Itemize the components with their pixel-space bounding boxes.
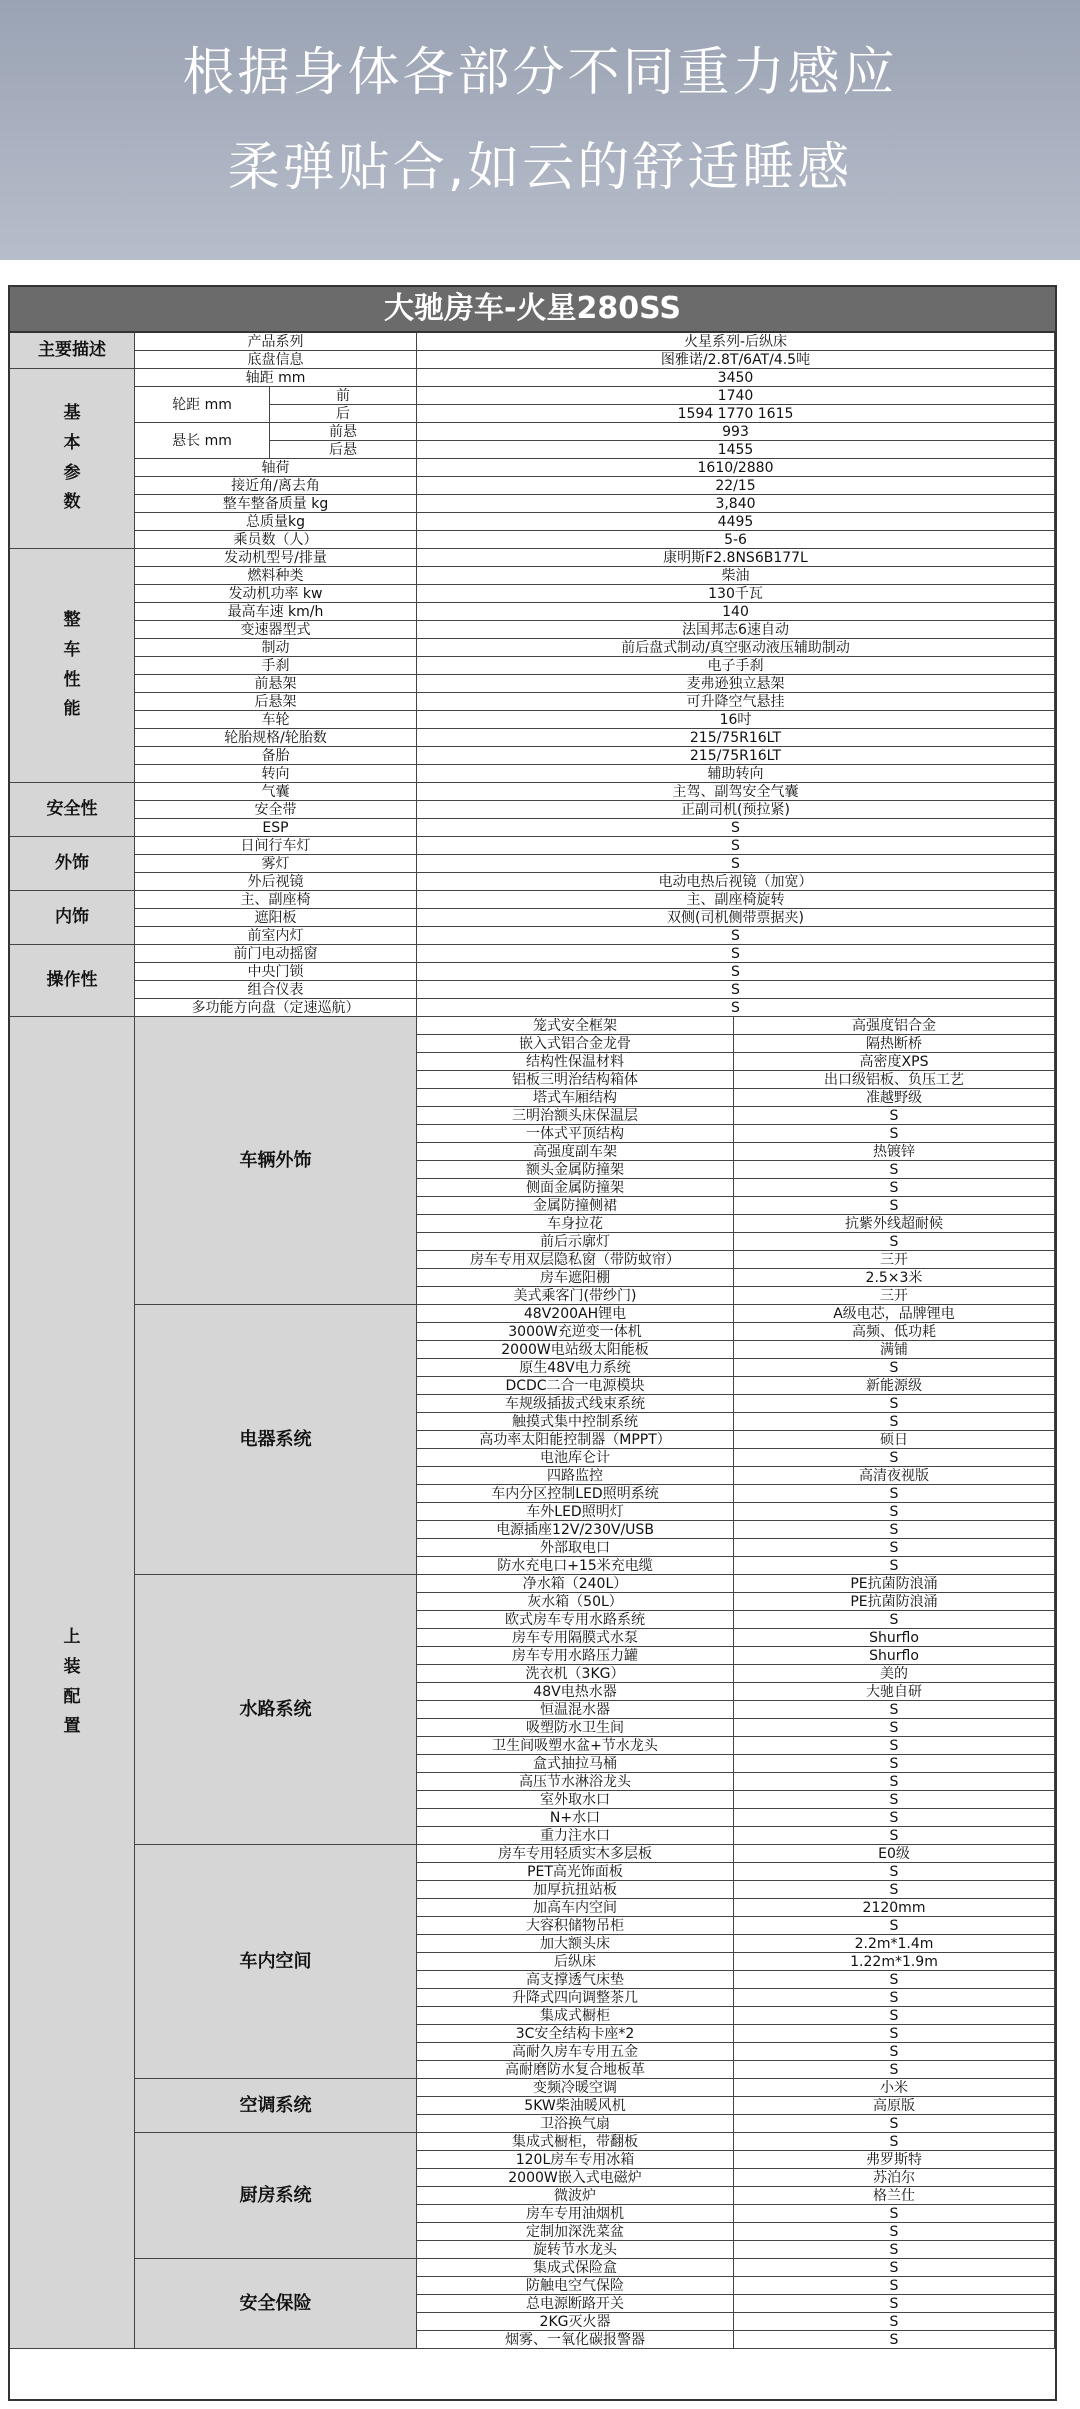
upfit-label: 集成式橱柜，带翻板 (417, 2133, 734, 2151)
spec-label: 组合仪表 (135, 981, 417, 999)
upfit-label: 塔式车厢结构 (417, 1089, 734, 1107)
spec-value: 22/15 (417, 477, 1055, 495)
upfit-value: S (734, 1503, 1055, 1521)
spec-label: 前悬 (270, 423, 417, 441)
upfit-label: PET高光饰面板 (417, 1863, 734, 1881)
upfit-label: 嵌入式铝合金龙骨 (417, 1035, 734, 1053)
spec-value: 康明斯F2.8NS6B177L (417, 549, 1055, 567)
banner-line-1: 根据身体各部分不同重力感应 (182, 43, 898, 103)
upfit-label: 卫生间吸塑水盆+节水龙头 (417, 1737, 734, 1755)
upfit-label: 大容积储物吊柜 (417, 1917, 734, 1935)
upfit-value: S (734, 1197, 1055, 1215)
upfit-label: 恒温混水器 (417, 1701, 734, 1719)
upfit-value: S (734, 1557, 1055, 1575)
spec-value: 辅助转向 (417, 765, 1055, 783)
upfit-value: 高密度XPS (734, 1053, 1055, 1071)
spec-value: S (417, 963, 1055, 981)
spec-value: 215/75R16LT (417, 747, 1055, 765)
spec-label: 车轮 (135, 711, 417, 729)
spec-label: 气囊 (135, 783, 417, 801)
upfit-value: 准越野级 (734, 1089, 1055, 1107)
spec-label: 后悬架 (135, 693, 417, 711)
upfit-label: N+水口 (417, 1809, 734, 1827)
spec-label: 变速器型式 (135, 621, 417, 639)
spec-label: 备胎 (135, 747, 417, 765)
upfit-label: 灰水箱（50L） (417, 1593, 734, 1611)
upfit-label: 电源插座12V/230V/USB (417, 1521, 734, 1539)
spec-value: 215/75R16LT (417, 729, 1055, 747)
upfit-label: 2000W嵌入式电磁炉 (417, 2169, 734, 2187)
upfit-value: Shurflo (734, 1629, 1055, 1647)
upfit-value: S (734, 1449, 1055, 1467)
spec-value: 图雅诺/2.8T/6AT/4.5吨 (417, 351, 1055, 369)
spec-label: 主、副座椅 (135, 891, 417, 909)
spec-value: 电子手刹 (417, 657, 1055, 675)
upfit-label: 美式乘客门(带纱门) (417, 1287, 734, 1305)
upfit-label: 48V电热水器 (417, 1683, 734, 1701)
upfit-value: S (734, 2313, 1055, 2331)
subgroup-name: 厨房系统 (135, 2133, 417, 2259)
upfit-value: S (734, 1107, 1055, 1125)
upfit-value: PE抗菌防浪涌 (734, 1575, 1055, 1593)
upfit-label: 电池库仑计 (417, 1449, 734, 1467)
upfit-label: 高耐久房车专用五金 (417, 2043, 734, 2061)
upfit-value: S (734, 2223, 1055, 2241)
upfit-label: 后纵床 (417, 1953, 734, 1971)
section-basic: 基 本 参 数 (10, 369, 135, 549)
table-title: 大驰房车-火星280SS (10, 287, 1055, 333)
spec-label: 最高车速 km/h (135, 603, 417, 621)
upfit-value: 1.22m*1.9m (734, 1953, 1055, 1971)
upfit-label: 车规级插拔式线束系统 (417, 1395, 734, 1413)
upfit-value: 抗紫外线超耐候 (734, 1215, 1055, 1233)
upfit-label: 微波炉 (417, 2187, 734, 2205)
spec-label: 前门电动摇窗 (135, 945, 417, 963)
upfit-label: 触摸式集中控制系统 (417, 1413, 734, 1431)
spec-value: S (417, 927, 1055, 945)
spec-value: 1594 1770 1615 (417, 405, 1055, 423)
spec-label: 雾灯 (135, 855, 417, 873)
spec-label: 前悬架 (135, 675, 417, 693)
upfit-value: E0级 (734, 1845, 1055, 1863)
upfit-label: 盒式抽拉马桶 (417, 1755, 734, 1773)
spec-value: 3450 (417, 369, 1055, 387)
upfit-value: S (734, 1971, 1055, 1989)
upfit-value: S (734, 1737, 1055, 1755)
upfit-value: 硕日 (734, 1431, 1055, 1449)
upfit-value: S (734, 1125, 1055, 1143)
spec-label: 多功能方向盘（定速巡航） (135, 999, 417, 1017)
section-vehicle: 整 车 性 能 (10, 549, 135, 783)
upfit-label: 集成式橱柜 (417, 2007, 734, 2025)
upfit-value: 格兰仕 (734, 2187, 1055, 2205)
spec-label: 手刹 (135, 657, 417, 675)
spec-label: 制动 (135, 639, 417, 657)
spec-value: 130千瓦 (417, 585, 1055, 603)
upfit-label: 三明治额头床保温层 (417, 1107, 734, 1125)
upfit-value: S (734, 2133, 1055, 2151)
upfit-value: PE抗菌防浪涌 (734, 1593, 1055, 1611)
upfit-value: S (734, 1539, 1055, 1557)
upfit-value: S (734, 1827, 1055, 1845)
upfit-label: 室外取水口 (417, 1791, 734, 1809)
upfit-label: 房车专用水路压力罐 (417, 1647, 734, 1665)
spec-value: 电动电热后视镜（加宽） (417, 873, 1055, 891)
upfit-label: 加大额头床 (417, 1935, 734, 1953)
spec-value: 火星系列-后纵床 (417, 333, 1055, 351)
upfit-label: 一体式平顶结构 (417, 1125, 734, 1143)
upfit-value: S (734, 2295, 1055, 2313)
spec-value: 1610/2880 (417, 459, 1055, 477)
upfit-label: 3C安全结构卡座*2 (417, 2025, 734, 2043)
upfit-value: S (734, 2205, 1055, 2223)
upfit-label: 5KW柴油暖风机 (417, 2097, 734, 2115)
upfit-value: S (734, 1989, 1055, 2007)
upfit-label: 净水箱（240L） (417, 1575, 734, 1593)
upfit-label: 车身拉花 (417, 1215, 734, 1233)
upfit-value: 高原版 (734, 2097, 1055, 2115)
spec-label: 接近角/离去角 (135, 477, 417, 495)
banner-line-2: 柔弹贴合,如云的舒适睡感 (227, 138, 853, 198)
upfit-value: S (734, 2025, 1055, 2043)
subgroup-name: 空调系统 (135, 2079, 417, 2133)
subgroup-name: 车辆外饰 (135, 1017, 417, 1305)
spec-value: S (417, 819, 1055, 837)
upfit-value: 三开 (734, 1251, 1055, 1269)
upfit-value: 热镀锌 (734, 1143, 1055, 1161)
spec-value: 双侧(司机侧带票据夹) (417, 909, 1055, 927)
upfit-label: DCDC二合一电源模块 (417, 1377, 734, 1395)
upfit-label: 房车专用隔膜式水泵 (417, 1629, 734, 1647)
spec-label: 转向 (135, 765, 417, 783)
spec-value: 5-6 (417, 531, 1055, 549)
upfit-value: S (734, 2061, 1055, 2079)
upfit-value: S (734, 2259, 1055, 2277)
upfit-value: S (734, 1881, 1055, 1899)
spec-label: 安全带 (135, 801, 417, 819)
spec-value: 正副司机(预拉紧) (417, 801, 1055, 819)
spec-label: 前室内灯 (135, 927, 417, 945)
upfit-label: 原生48V电力系统 (417, 1359, 734, 1377)
spec-label: 外后视镜 (135, 873, 417, 891)
upfit-label: 高压节水淋浴龙头 (417, 1773, 734, 1791)
upfit-value: S (734, 1485, 1055, 1503)
upfit-value: S (734, 2331, 1055, 2349)
upfit-label: 2KG灭火器 (417, 2313, 734, 2331)
section-operation: 操作性 (10, 945, 135, 1017)
upfit-label: 升降式四向调整茶几 (417, 1989, 734, 2007)
upfit-value: 弗罗斯特 (734, 2151, 1055, 2169)
spec-value: 主、副座椅旋转 (417, 891, 1055, 909)
upfit-value: 满铺 (734, 1341, 1055, 1359)
upfit-value: 高强度铝合金 (734, 1017, 1055, 1035)
upfit-label: 旋转节水龙头 (417, 2241, 734, 2259)
spec-value: 140 (417, 603, 1055, 621)
upfit-label: 结构性保温材料 (417, 1053, 734, 1071)
section-upfit: 上 装 配 置 (10, 1017, 135, 2349)
upfit-value: 高清夜视版 (734, 1467, 1055, 1485)
upfit-value: 隔热断桥 (734, 1035, 1055, 1053)
upfit-label: 吸塑防水卫生间 (417, 1719, 734, 1737)
group-overhang: 悬长 mm (135, 423, 270, 459)
upfit-value: S (734, 2115, 1055, 2133)
upfit-value: S (734, 1233, 1055, 1251)
spec-value: 1740 (417, 387, 1055, 405)
upfit-value: 2120mm (734, 1899, 1055, 1917)
subgroup-name: 电器系统 (135, 1305, 417, 1575)
upfit-label: 四路监控 (417, 1467, 734, 1485)
header-banner (0, 0, 1080, 260)
upfit-value: 出口级铝板、负压工艺 (734, 1071, 1055, 1089)
spec-label: 后悬 (270, 441, 417, 459)
upfit-value: S (734, 1809, 1055, 1827)
upfit-label: 前后示廓灯 (417, 1233, 734, 1251)
spec-value: 法国邦志6速自动 (417, 621, 1055, 639)
spec-value: 3,840 (417, 495, 1055, 513)
spec-label: 底盘信息 (135, 351, 417, 369)
spec-label: 中央门锁 (135, 963, 417, 981)
upfit-value: S (734, 2043, 1055, 2061)
section-interior: 内饰 (10, 891, 135, 945)
upfit-label: 车外LED照明灯 (417, 1503, 734, 1521)
spec-label: 燃料种类 (135, 567, 417, 585)
upfit-value: S (734, 1611, 1055, 1629)
spec-label: 轴荷 (135, 459, 417, 477)
upfit-value: A级电芯，品牌锂电 (734, 1305, 1055, 1323)
upfit-value: S (734, 2277, 1055, 2295)
upfit-value: S (734, 1719, 1055, 1737)
spec-label: 整车整备质量 kg (135, 495, 417, 513)
upfit-value: S (734, 1161, 1055, 1179)
upfit-label: 定制加深洗菜盆 (417, 2223, 734, 2241)
upfit-value: S (734, 1755, 1055, 1773)
upfit-label: 欧式房车专用水路系统 (417, 1611, 734, 1629)
upfit-label: 铝板三明治结构箱体 (417, 1071, 734, 1089)
upfit-value: 2.2m*1.4m (734, 1935, 1055, 1953)
spec-value: 993 (417, 423, 1055, 441)
upfit-label: 高功率太阳能控制器（MPPT） (417, 1431, 734, 1449)
spec-label: 发动机型号/排量 (135, 549, 417, 567)
upfit-label: 总电源断路开关 (417, 2295, 734, 2313)
upfit-label: 2000W电站级太阳能板 (417, 1341, 734, 1359)
spec-label: 前 (270, 387, 417, 405)
spec-value: S (417, 999, 1055, 1017)
upfit-value: 美的 (734, 1665, 1055, 1683)
upfit-label: 48V200AH锂电 (417, 1305, 734, 1323)
upfit-label: 防触电空气保险 (417, 2277, 734, 2295)
upfit-label: 集成式保险盒 (417, 2259, 734, 2277)
upfit-label: 房车遮阳棚 (417, 1269, 734, 1287)
upfit-label: 烟雾、一氧化碳报警器 (417, 2331, 734, 2349)
upfit-label: 车内分区控制LED照明系统 (417, 1485, 734, 1503)
spec-value: 主驾、副驾安全气囊 (417, 783, 1055, 801)
spec-value: 可升降空气悬挂 (417, 693, 1055, 711)
upfit-label: 3000W充逆变一体机 (417, 1323, 734, 1341)
group-track: 轮距 mm (135, 387, 270, 423)
upfit-label: 房车专用双层隐私窗（带防蚊帘） (417, 1251, 734, 1269)
upfit-label: 加高车内空间 (417, 1899, 734, 1917)
upfit-value: S (734, 1359, 1055, 1377)
upfit-value: S (734, 2241, 1055, 2259)
section-main_desc: 主要描述 (10, 333, 135, 369)
upfit-value: 苏泊尔 (734, 2169, 1055, 2187)
upfit-label: 重力注水口 (417, 1827, 734, 1845)
upfit-value: S (734, 1773, 1055, 1791)
upfit-value: Shurflo (734, 1647, 1055, 1665)
section-safety: 安全性 (10, 783, 135, 837)
upfit-label: 加厚抗扭站板 (417, 1881, 734, 1899)
subgroup-name: 车内空间 (135, 1845, 417, 2079)
spec-value: S (417, 981, 1055, 999)
upfit-label: 120L房车专用冰箱 (417, 2151, 734, 2169)
spec-value: 柴油 (417, 567, 1055, 585)
upfit-label: 笼式安全框架 (417, 1017, 734, 1035)
spec-label: 总质量kg (135, 513, 417, 531)
upfit-value: S (734, 1395, 1055, 1413)
upfit-label: 高支撑透气床垫 (417, 1971, 734, 1989)
upfit-value: S (734, 1791, 1055, 1809)
upfit-value: S (734, 1521, 1055, 1539)
upfit-value: 小米 (734, 2079, 1055, 2097)
upfit-value: 高频、低功耗 (734, 1323, 1055, 1341)
spec-label: 遮阳板 (135, 909, 417, 927)
spec-label: ESP (135, 819, 417, 837)
spec-value: 16吋 (417, 711, 1055, 729)
spec-value: S (417, 837, 1055, 855)
upfit-label: 外部取电口 (417, 1539, 734, 1557)
spec-label: 产品系列 (135, 333, 417, 351)
upfit-value: S (734, 2007, 1055, 2025)
section-exterior: 外饰 (10, 837, 135, 891)
upfit-label: 金属防撞侧裙 (417, 1197, 734, 1215)
spec-label: 发动机功率 kw (135, 585, 417, 603)
upfit-value: S (734, 1413, 1055, 1431)
upfit-label: 房车专用轻质实木多层板 (417, 1845, 734, 1863)
spec-label: 轮胎规格/轮胎数 (135, 729, 417, 747)
spec-label: 后 (270, 405, 417, 423)
upfit-label: 卫浴换气扇 (417, 2115, 734, 2133)
subgroup-name: 安全保险 (135, 2259, 417, 2349)
spec-value: 4495 (417, 513, 1055, 531)
spec-value: S (417, 855, 1055, 873)
upfit-label: 额头金属防撞架 (417, 1161, 734, 1179)
spec-value: 1455 (417, 441, 1055, 459)
spec-table (8, 285, 1057, 2401)
subgroup-name: 水路系统 (135, 1575, 417, 1845)
upfit-value: S (734, 1917, 1055, 1935)
upfit-value: S (734, 1179, 1055, 1197)
spec-value: 前后盘式制动/真空驱动液压辅助制动 (417, 639, 1055, 657)
upfit-value: 新能源级 (734, 1377, 1055, 1395)
spec-label: 轴距 mm (135, 369, 417, 387)
upfit-label: 防水充电口+15米充电缆 (417, 1557, 734, 1575)
spec-value: 麦弗逊独立悬架 (417, 675, 1055, 693)
upfit-label: 侧面金属防撞架 (417, 1179, 734, 1197)
upfit-value: 大驰自研 (734, 1683, 1055, 1701)
upfit-value: 三开 (734, 1287, 1055, 1305)
spec-label: 乘员数（人） (135, 531, 417, 549)
upfit-value: S (734, 1863, 1055, 1881)
upfit-label: 洗衣机（3KG） (417, 1665, 734, 1683)
upfit-label: 变频冷暖空调 (417, 2079, 734, 2097)
upfit-value: 2.5×3米 (734, 1269, 1055, 1287)
upfit-label: 房车专用油烟机 (417, 2205, 734, 2223)
upfit-value: S (734, 1701, 1055, 1719)
spec-label: 日间行车灯 (135, 837, 417, 855)
spec-value: S (417, 945, 1055, 963)
upfit-label: 高耐磨防水复合地板革 (417, 2061, 734, 2079)
upfit-label: 高强度副车架 (417, 1143, 734, 1161)
